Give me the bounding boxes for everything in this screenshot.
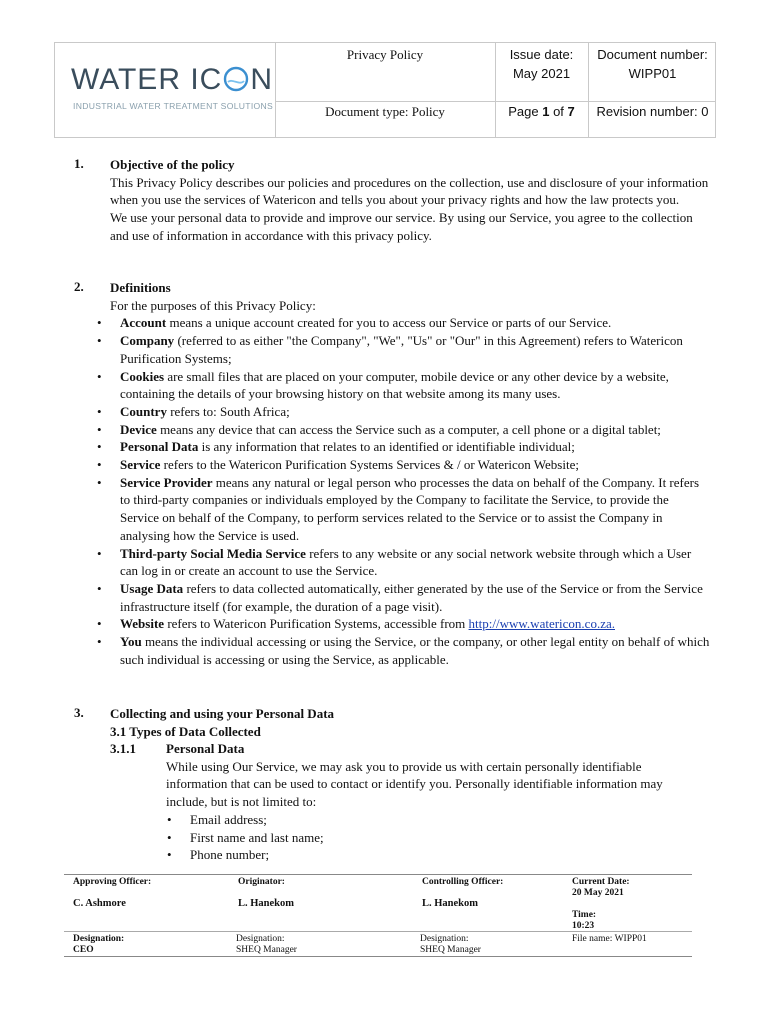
- section-1-number: 1.: [74, 156, 84, 171]
- designation-ceo: Designation: CEO: [73, 934, 125, 955]
- definition-item: • Country refers to: South Africa;: [110, 403, 710, 421]
- current-date: Current Date: 20 May 2021: [572, 877, 630, 898]
- logo-o-icon: [223, 66, 249, 92]
- personal-data-item: • First name and last name;: [180, 829, 696, 847]
- controlling-officer-name: L. Hanekom: [422, 898, 479, 909]
- section-1-para-2: We use your personal data to provide and improve our service. By using our Service, you agree to the collection and use of information in accordance with this privacy policy.: [110, 210, 693, 243]
- section-1-para-1: This Privacy Policy describes our policies and procedures on the collection, use and disclosure of your information when you use the services of Watericon and tells you about your privacy rights and how the law protects you.: [110, 174, 709, 208]
- section-3-1-title: 3.1 Types of Data Collected: [110, 723, 261, 739]
- section-3-1-1-number: 3.1.1: [110, 741, 136, 756]
- designation-originator: Designation: SHEQ Manager: [236, 934, 297, 955]
- section-2-number: 2.: [74, 279, 84, 294]
- controlling-officer-label: Controlling Officer:: [422, 877, 504, 887]
- section-3-1-1-title: Personal Data: [166, 741, 245, 756]
- definition-item: • You means the individual accessing or using the Service, or the company, or other legal entity on behalf of which such individual is accessing or using the Service, as applicable.: [110, 633, 710, 668]
- definition-item: • Device means any device that can access the Service such as a computer, a cell phone or a digital tablet;: [110, 421, 710, 439]
- logo-tagline: INDUSTRIAL WATER TREATMENT SOLUTIONS: [73, 101, 274, 111]
- definition-item: • Third-party Social Media Service refers to any website or any social network website through which a User can log in or create an account to use the Service.: [110, 545, 710, 580]
- definition-item: • Personal Data is any information that relates to an identified or identifiable individual;: [110, 438, 710, 456]
- definitions-list: [110, 314, 710, 668]
- document-number: Document number: WIPP01: [597, 47, 708, 81]
- originator-label: Originator:: [238, 877, 285, 887]
- section-1-title: Objective of the policy: [110, 157, 235, 172]
- issue-date: Issue date: May 2021: [509, 47, 574, 81]
- section-3-number: 3.: [74, 705, 84, 720]
- company-logo: [69, 59, 274, 119]
- section-3-1-1: [166, 740, 696, 864]
- logo-wordmark: WATER IC N: [71, 63, 273, 96]
- definition-item: • Service Provider means any natural or legal person who processes the data on behalf of the Company. It refers to third-party companies or individuals employed by the Company to facilitate the Service, to provide the Service on behalf of the Company, to perform services related to the Service or to assist the Company in analysing how the Service is used.: [110, 474, 710, 545]
- file-name: File name: WIPP01: [572, 934, 647, 944]
- definition-item: • Cookies are small files that are placed on your computer, mobile device or any other device by a website, containing the details of your browsing history on that website among its many uses.: [110, 368, 710, 403]
- current-time: Time: 10:23: [572, 910, 597, 931]
- section-3-title: Collecting and using your Personal Data: [110, 706, 335, 721]
- originator-name: L. Hanekom: [238, 898, 295, 909]
- website-link[interactable]: http://www.watericon.co.za.: [468, 616, 615, 632]
- definition-item: • Service refers to the Watericon Purification Systems Services & / or Watericon Website;: [110, 456, 710, 474]
- personal-data-list: [166, 811, 696, 864]
- definition-item: • Account means a unique account created for you to access our Service or parts of our Service.: [110, 314, 710, 332]
- section-2-intro: For the purposes of this Privacy Policy:: [110, 297, 316, 313]
- definition-item: • Usage Data refers to data collected automatically, either generated by the use of the Service or from the Service infrastructure itself (for example, the duration of a page visit).: [110, 580, 710, 615]
- page-number: Page 1 of 7: [508, 104, 575, 119]
- section-3: [110, 705, 710, 740]
- section-1: [110, 156, 710, 245]
- personal-data-item: • Phone number;: [180, 846, 696, 864]
- definition-item: • Website refers to Watericon Purification Systems, accessible from http://www.watericon.co.za.: [110, 615, 710, 633]
- section-2: [110, 279, 710, 668]
- document-title: Privacy Policy: [346, 47, 424, 62]
- designation-controlling: Designation: SHEQ Manager: [420, 934, 481, 955]
- document-header: [54, 42, 716, 138]
- section-3-1-1-para: While using Our Service, we may ask you to provide us with certain personally identifiable information that can be used to contact or identify you. Personally identifiable information may include, but is not limited to:: [166, 758, 663, 810]
- approving-officer-label: Approving Officer:: [73, 877, 152, 887]
- revision-number: Revision number: 0: [596, 104, 709, 119]
- document-type: Document type: Policy: [325, 104, 445, 119]
- personal-data-item: • Email address;: [180, 811, 696, 829]
- approving-officer-name: C. Ashmore: [73, 898, 126, 909]
- definition-item: • Company (referred to as either "the Company", "We", "Us" or "Our" in this Agreement) refers to Watericon Purification Systems;: [110, 332, 710, 367]
- section-2-title: Definitions: [110, 280, 171, 295]
